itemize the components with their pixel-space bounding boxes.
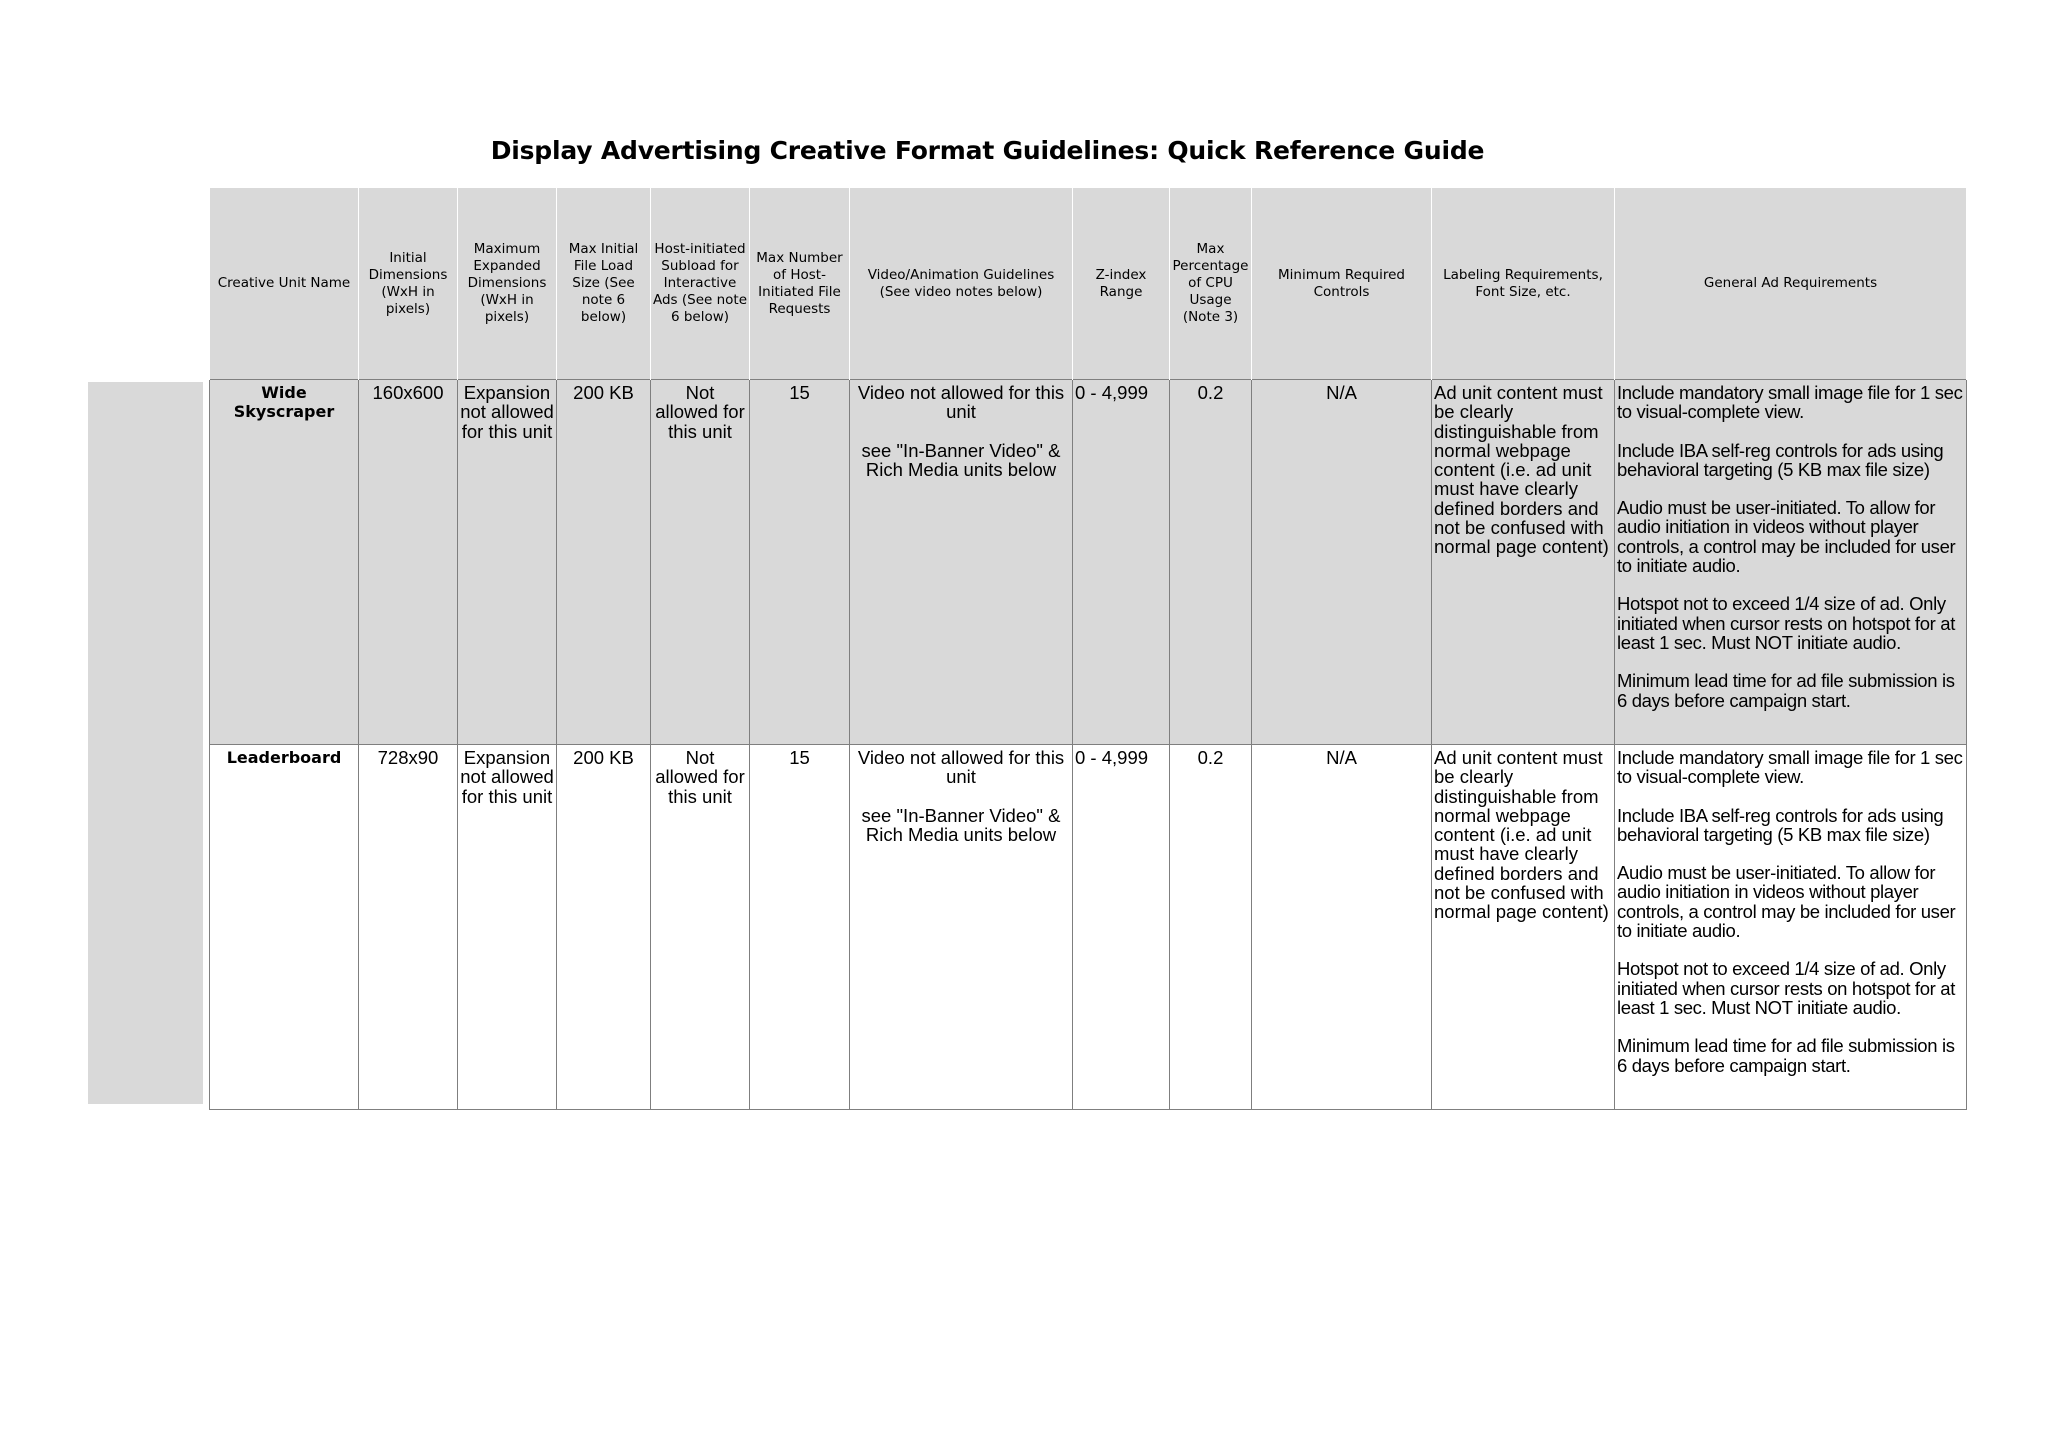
general-requirement: Hotspot not to exceed 1/4 size of ad. Only initiated when cursor rests on hotspot for at least 1 sec. Must NOT initiate audio. bbox=[1617, 958, 1955, 1018]
header-labeling-requirements: Labeling Requirements, Font Size, etc. bbox=[1432, 188, 1615, 380]
video-cell bbox=[850, 380, 1073, 745]
unit-name-cell: Wide Skyscraper bbox=[210, 380, 359, 745]
guidelines-table bbox=[209, 188, 1967, 1110]
general-requirement: Hotspot not to exceed 1/4 size of ad. Only initiated when cursor rests on hotspot for at least 1 sec. Must NOT initiate audio. bbox=[1617, 593, 1955, 653]
zindex-cell: 0 - 4,999 bbox=[1073, 745, 1170, 1110]
general-cell bbox=[1615, 745, 1967, 1110]
file-requests-cell: 15 bbox=[750, 380, 850, 745]
table-row bbox=[210, 380, 1967, 745]
dimensions-cell: 160x600 bbox=[359, 380, 458, 745]
header-creative-unit-name: Creative Unit Name bbox=[210, 188, 359, 380]
header-max-cpu-usage: Max Percentage of CPU Usage (Note 3) bbox=[1170, 188, 1252, 380]
expanded-cell: Expansion not allowed for this unit bbox=[458, 745, 557, 1110]
header-maximum-expanded-dimensions: Maximum Expanded Dimensions (WxH in pixels) bbox=[458, 188, 557, 380]
labeling-cell: Ad unit content must be clearly distinguishable from normal webpage content (i.e. ad unit must have clearly defined borders and not be confused with normal page content) bbox=[1432, 745, 1615, 1110]
header-host-initiated-subload: Host-initiated Subload for Interactive Ads (See note 6 below) bbox=[651, 188, 750, 380]
subload-cell: Not allowed for this unit bbox=[651, 380, 750, 745]
video-note: see "In-Banner Video" & Rich Media units below bbox=[861, 439, 1061, 480]
file-load-cell: 200 KB bbox=[557, 745, 651, 1110]
video-note: Video not allowed for this unit bbox=[857, 747, 1065, 788]
video-note: Video not allowed for this unit bbox=[857, 382, 1065, 423]
header-max-initial-file-load: Max Initial File Load Size (See note 6 below) bbox=[557, 188, 651, 380]
header-initial-dimensions: Initial Dimensions (WxH in pixels) bbox=[359, 188, 458, 380]
dimensions-cell: 728x90 bbox=[359, 745, 458, 1110]
header-general-ad-requirements: General Ad Requirements bbox=[1615, 188, 1967, 380]
controls-cell: N/A bbox=[1252, 380, 1432, 745]
general-requirement: Include IBA self-reg controls for ads using behavioral targeting (5 KB max file size) bbox=[1617, 804, 1944, 845]
general-requirement: Audio must be user-initiated. To allow for audio initiation in videos without player controls, a control may be included for user to initiate audio. bbox=[1617, 862, 1956, 942]
general-requirement: Audio must be user-initiated. To allow for audio initiation in videos without player controls, a control may be included for user to initiate audio. bbox=[1617, 497, 1956, 577]
table-row bbox=[210, 745, 1967, 1110]
general-requirement: Include IBA self-reg controls for ads using behavioral targeting (5 KB max file size) bbox=[1617, 439, 1944, 480]
general-cell bbox=[1615, 380, 1967, 745]
header-z-index-range: Z-index Range bbox=[1073, 188, 1170, 380]
page-title: Display Advertising Creative Format Guidelines: Quick Reference Guide bbox=[490, 136, 1485, 165]
video-cell bbox=[850, 745, 1073, 1110]
general-requirement: Minimum lead time for ad file submission is 6 days before campaign start. bbox=[1617, 670, 1955, 711]
unit-name-cell: Leaderboard bbox=[210, 745, 359, 1110]
general-requirement: Include mandatory small image file for 1 sec to visual-complete view. bbox=[1617, 382, 1963, 423]
file-load-cell: 200 KB bbox=[557, 380, 651, 745]
cpu-cell: 0.2 bbox=[1170, 745, 1252, 1110]
header-video-animation-guidelines: Video/Animation Guidelines (See video notes below) bbox=[850, 188, 1073, 380]
labeling-cell: Ad unit content must be clearly distinguishable from normal webpage content (i.e. ad unit must have clearly defined borders and not be confused with normal page content) bbox=[1432, 380, 1615, 745]
file-requests-cell: 15 bbox=[750, 745, 850, 1110]
video-note: see "In-Banner Video" & Rich Media units below bbox=[861, 804, 1061, 845]
general-requirement: Include mandatory small image file for 1 sec to visual-complete view. bbox=[1617, 747, 1963, 788]
controls-cell: N/A bbox=[1252, 745, 1432, 1110]
header-max-file-requests: Max Number of Host-Initiated File Requests bbox=[750, 188, 850, 380]
expanded-cell: Expansion not allowed for this unit bbox=[458, 380, 557, 745]
zindex-cell: 0 - 4,999 bbox=[1073, 380, 1170, 745]
subload-cell: Not allowed for this unit bbox=[651, 745, 750, 1110]
header-minimum-required-controls: Minimum Required Controls bbox=[1252, 188, 1432, 380]
general-requirement: Minimum lead time for ad file submission is 6 days before campaign start. bbox=[1617, 1035, 1955, 1076]
cpu-cell: 0.2 bbox=[1170, 380, 1252, 745]
header-row bbox=[210, 188, 1967, 380]
side-band bbox=[88, 382, 203, 1104]
